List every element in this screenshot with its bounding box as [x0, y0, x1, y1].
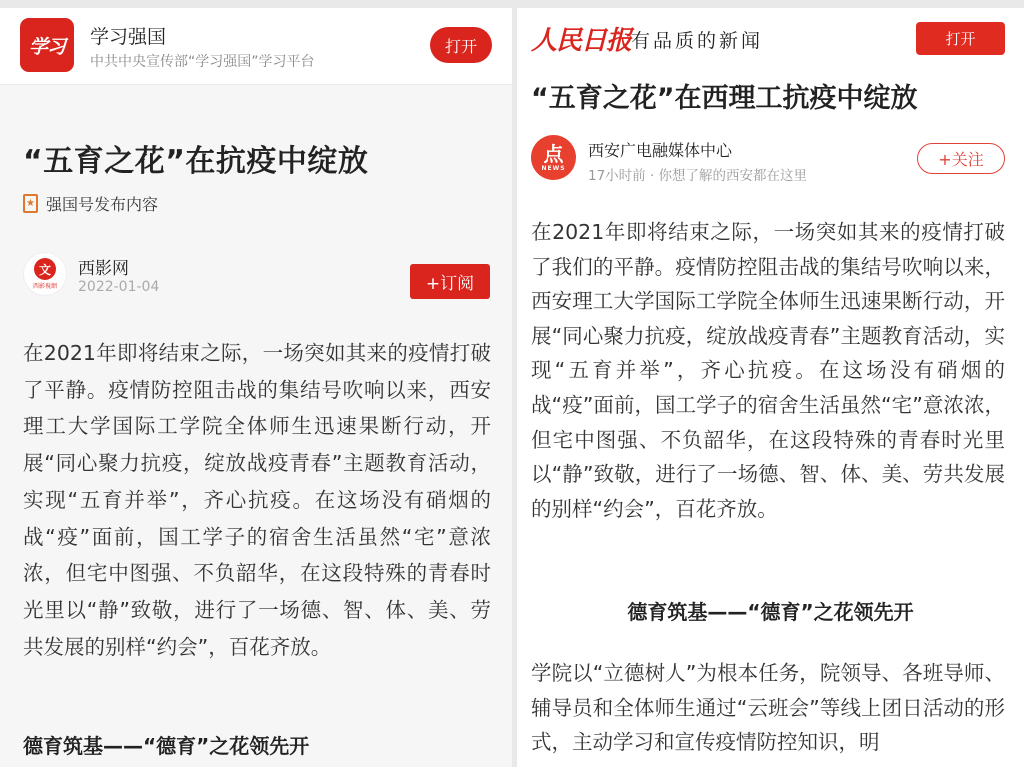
- source-avatar-glyph: 文: [34, 258, 56, 280]
- publish-date: 2022-01-04: [78, 279, 160, 295]
- source-avatar[interactable]: [23, 252, 67, 296]
- peoples-daily-logo: 人民日报: [531, 26, 632, 56]
- star-badge-icon: ★: [23, 194, 38, 213]
- xuexi-article-panel: [0, 8, 512, 767]
- app-name: 学习强国: [90, 26, 167, 48]
- source-name[interactable]: 西安广电融媒体中心: [588, 141, 733, 160]
- xuexi-logo: 学习: [20, 18, 74, 72]
- section-heading: 德育筑基——“德育”之花领先开: [627, 600, 914, 624]
- app-subtitle: 中共中央宣传部“学习强国”学习平台: [90, 54, 315, 70]
- app-slogan: 有品质的新闻: [631, 30, 764, 52]
- source-meta: 17小时前 · 你想了解的西安都在这里: [588, 168, 808, 184]
- open-app-button[interactable]: 打开: [430, 27, 492, 63]
- article-body-continued: 学院以“立德树人”为根本任务，院领导、各班导师、辅导员和全体师生通过“云班会”等线上团日活动的形式，主动学习和宣传疫情防控知识，明: [531, 661, 1005, 755]
- article-body: 在2021年即将结束之际，一场突如其来的疫情打破了我们的平静。疫情防控阻击战的集结号吹响以来，西安理工大学国际工学院全体师生迅速果断行动，开展“同心聚力抗疫，绽放战疫青春”主题教育活动，实现“五育并举”，齐心抗疫。在这场没有硝烟的战“疫”面前，国工学子的宿舍生活虽然“宅”意浓浓，但宅中图强、不负韶华，在这段特殊的青春时光里以“静”致敬，进行了一场德、智、体、美、劳共发展的别样“约会”，百花齐放。: [531, 220, 1005, 521]
- publisher-badge: [23, 192, 158, 215]
- subscribe-button[interactable]: +订阅: [410, 264, 490, 299]
- source-name[interactable]: 西影网: [78, 259, 129, 279]
- badge-label: 强国号发布内容: [46, 195, 159, 214]
- source-avatar-text: 西影視網: [32, 283, 57, 290]
- open-app-button[interactable]: 打开: [916, 22, 1005, 55]
- article-body: 在2021年即将结束之际，一场突如其来的疫情打破了平静。疫情防控阻击战的集结号吹响以来，西安理工大学国际工学院全体师生迅速果断行动，开展“同心聚力抗疫，绽放战疫青春”主题教育活动，实现“五育并举”，齐心抗疫。在这场没有硝烟的战“疫”面前，国工学子的宿舍生活虽然“宅”意浓浓，但宅中图强、不负韶华，在这段特殊的青春时光里以“静”致敬，进行了一场德、智、体、美、劳共发展的别样“约会”，百花齐放。: [23, 341, 491, 659]
- source-avatar-text: NEWS: [541, 164, 566, 172]
- app-banner: [517, 8, 1024, 72]
- section-heading: 德育筑基——“德育”之花领先开: [23, 734, 310, 758]
- source-avatar-glyph: 点: [543, 141, 564, 166]
- article-title: “五育之花”在抗疫中绽放: [23, 144, 369, 179]
- article-title: “五育之花”在西理工抗疫中绽放: [531, 83, 918, 114]
- source-avatar[interactable]: [531, 135, 576, 180]
- peoples-daily-article-panel: [517, 8, 1024, 767]
- app-banner: [0, 8, 512, 85]
- follow-button[interactable]: +关注: [917, 143, 1005, 174]
